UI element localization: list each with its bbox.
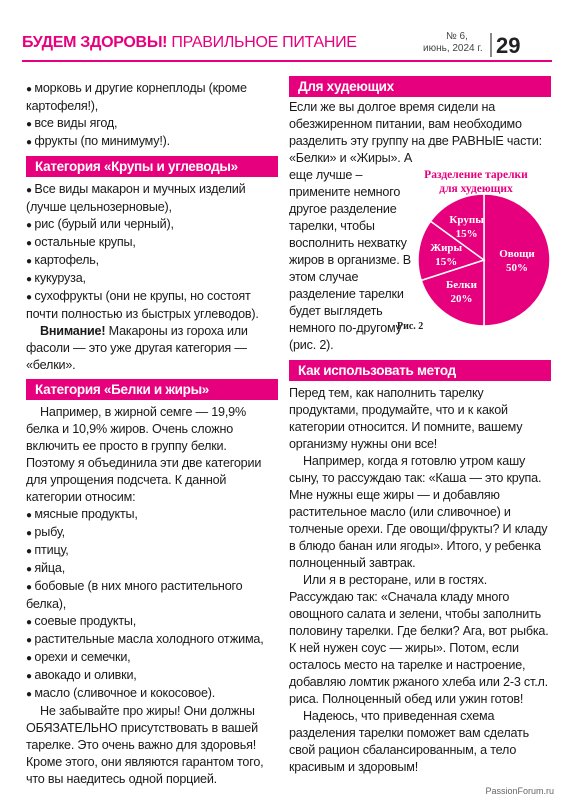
slice-value-3: 15%	[455, 227, 478, 240]
slimming-intro: Если же вы долгое время сидели на обезжиренном питании, вам необходимо разделить эту группу на две РАВНЫЕ части: «Белки» и «Жиры». А	[289, 100, 542, 165]
slice-value-1: 20%	[450, 292, 473, 305]
site-watermark: PassionForum.ru	[485, 786, 554, 796]
list-item: ● птицу,	[26, 542, 278, 560]
slice-value-0: 50%	[506, 262, 528, 274]
header-rule	[22, 60, 552, 62]
attention-note	[26, 323, 278, 374]
slice-label-2: Жиры	[430, 242, 463, 255]
chart-caption: Рис. 2	[397, 321, 424, 332]
list-item: ● масло (сливочное и кокосовое).	[26, 685, 278, 703]
method-p1: Перед тем, как наполнить тарелку продуктами, продумайте, что и к какой категории относится. И помните, вашему организму нужны они все!	[289, 386, 523, 451]
header-divider	[490, 33, 492, 57]
section-heading-grains: Категория «Крупы и углеводы»	[26, 156, 278, 177]
section-heading-proteins-fats: Категория «Белки и жиры»	[26, 379, 278, 400]
list-item: ● мясные продукты,	[26, 506, 278, 524]
page-number: 29	[496, 33, 521, 58]
list-item: ● картофель,	[26, 252, 278, 270]
issue-number: № 6,	[446, 31, 468, 42]
grains-list	[26, 181, 278, 323]
list-item: ● фрукты (по минимуму!).	[26, 133, 278, 151]
slimming-wrap-text: еще лучше – примените немного другое разделение тарелки, чтобы восполнить нехватку жиров в организме. В этом случае разделение тарелки будет выглядеть немного по-другому (рис. 2).	[289, 168, 411, 352]
top-list	[26, 80, 278, 151]
method-p3: Или я в ресторане, или в гостях. Рассуждаю так: «Сначала кладу много овощного салата и зелени, чтобы заполнить половину тарелки. Где белки? Ага, вот рыбка. К ней нужен соус — жиры». Потом, если осталось место на тарелке и настроение, добавляю ломтик ржаного хлеба или 2-3 ст.л. риса. Полноценный обед или ужин готов!	[289, 573, 549, 706]
pie-chart-svg	[397, 166, 556, 336]
proteins-list	[26, 506, 278, 703]
left-column	[26, 80, 278, 788]
slice-label-3: Крупы	[449, 213, 484, 226]
page-header	[0, 0, 564, 70]
list-item: ● авокадо и оливки,	[26, 667, 278, 685]
chart-title-line2: для худеющих	[439, 183, 513, 195]
plate-chart	[397, 166, 556, 336]
list-item: ● растительные масла холодного отжима,	[26, 631, 278, 649]
attention-text: Макароны из гороха или фасоли — это уже другая категория — «белки».	[26, 324, 248, 372]
list-item: ● соевые продукты,	[26, 613, 278, 631]
fats-closing: Не забывайте про жиры! Они должны ОБЯЗАТЕЛЬНО присутствовать в вашей тарелке. Это очень важно для здоровья! Кроме этого, они являются гарантом того, что вы наедитесь одной порцией.	[26, 704, 264, 786]
proteins-intro: Например, в жирной семге — 19,9% белка и 10,9% жиров. Очень сложно включить ее просто в группу белки. Поэтому я объединила эти две категории для упрощения подсчета. К данной категории относим:	[26, 405, 262, 504]
list-item: ● бобовые (в них много растительного белка),	[26, 578, 278, 613]
list-item: ● Все виды макарон и мучных изделий (лучше цельнозерновые),	[26, 181, 278, 216]
section-heading-method: Как использовать метод	[289, 360, 551, 381]
slice-label-0: Овощи	[499, 248, 535, 260]
list-item: ● рыбу,	[26, 524, 278, 542]
method-p4: Надеюсь, что приведенная схема разделения тарелки поможет вам сделать свой рацион сбалансированным, а тело красивым и здоровым!	[289, 709, 529, 774]
title-main: БУДЕМ ЗДОРОВЫ!	[22, 34, 168, 51]
list-item: ● морковь и другие корнеплоды (кроме картофеля!),	[26, 80, 278, 115]
title-sub: ПРАВИЛЬНОЕ ПИТАНИЕ	[171, 34, 357, 51]
pie-slice-0	[484, 194, 550, 326]
method-p2: Например, когда я готовлю утром кашу сыну, то рассуждаю так: «Каша — это крупа. Мне нужны еще жиры — и добавляю растительное масло (или сливочное) и толченые орехи. Где овощи/фрукты? И кладу в блюдо банан или ягоды». Итого, у ребенка полноценный завтрак.	[289, 454, 548, 570]
issue-date: июнь, 2024 г.	[423, 43, 483, 54]
list-item: ● рис (бурый или черный),	[26, 216, 278, 234]
section-title	[22, 34, 357, 52]
list-item: ● сухофрукты (они не крупы, но состоят почти полностью из быстрых углеводов).	[26, 288, 278, 323]
list-item: ● остальные крупы,	[26, 234, 278, 252]
list-item: ● орехи и семечки,	[26, 649, 278, 667]
slice-value-2: 15%	[435, 256, 458, 269]
attention-label: Внимание!	[40, 324, 106, 338]
list-item: ● яйца,	[26, 560, 278, 578]
list-item: ● кукуруза,	[26, 270, 278, 288]
chart-title-line1: Разделение тарелки	[424, 169, 528, 181]
slice-label-1: Белки	[445, 278, 478, 291]
section-heading-slimming: Для худеющих	[289, 76, 551, 97]
list-item: ● все виды ягод,	[26, 115, 278, 133]
